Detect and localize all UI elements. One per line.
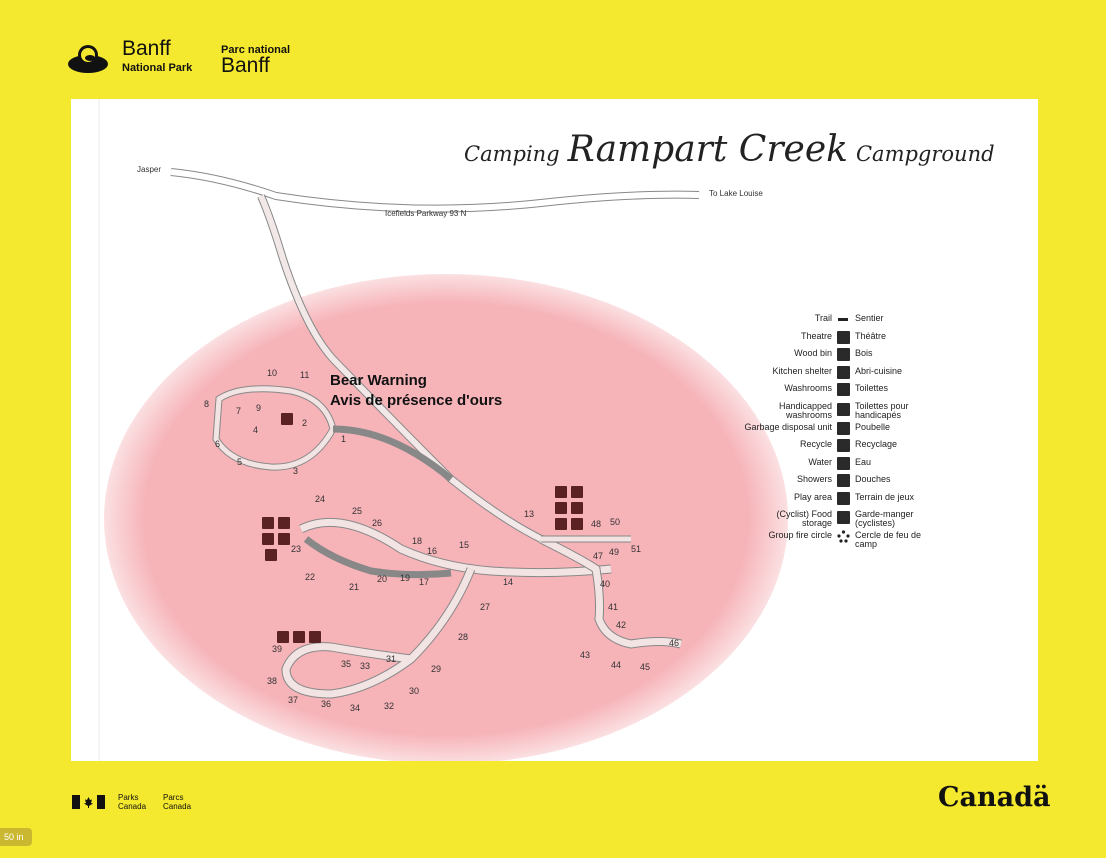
play-area-icon xyxy=(837,492,850,505)
legend-label-fr: Eau xyxy=(855,456,872,467)
site-number[interactable]: 15 xyxy=(459,540,470,550)
site-number[interactable]: 28 xyxy=(458,632,469,642)
legend-label-en: Garbage disposal unit xyxy=(744,421,832,432)
site-number[interactable]: 30 xyxy=(409,686,420,696)
kitchen-shelter-icon xyxy=(309,631,321,643)
site-number[interactable]: 23 xyxy=(291,544,302,554)
trail-line-icon xyxy=(838,318,848,321)
bear-warning xyxy=(330,371,502,411)
site-number[interactable]: 31 xyxy=(386,654,397,664)
site-number[interactable]: 42 xyxy=(616,620,627,630)
site-number[interactable]: 43 xyxy=(580,650,591,660)
legend-label-en: Kitchen shelter xyxy=(772,365,832,376)
site-number[interactable]: 40 xyxy=(600,579,611,589)
brand-en-subtitle: National Park xyxy=(122,62,193,74)
legend-label-en: Showers xyxy=(796,474,832,484)
wood-bin-icon xyxy=(837,348,850,361)
wood-bin-icon xyxy=(555,502,567,514)
site-number[interactable]: 26 xyxy=(372,518,383,528)
legend-label-en: Recycle xyxy=(799,439,832,449)
site-number[interactable]: 14 xyxy=(503,577,514,587)
garbage-icon xyxy=(265,549,277,561)
wood-bin-icon xyxy=(293,631,305,643)
bear-warning-en: Bear Warning xyxy=(330,372,427,389)
parks-en-line2: Canada xyxy=(118,802,147,811)
site-number[interactable]: 7 xyxy=(236,406,242,416)
legend-label-fr: Garde-manger (cyclistes) xyxy=(855,509,914,528)
recycle-icon xyxy=(571,486,583,498)
legend-row-showers xyxy=(731,472,981,490)
legend-row-theatre xyxy=(731,329,981,347)
kitchen-shelter-icon xyxy=(281,413,293,425)
beaver-emblem-icon xyxy=(66,42,110,76)
legend-label-fr: Poubelle xyxy=(855,421,891,432)
legend-label-en: (Cyclist) Food storage xyxy=(776,509,832,528)
legend-row-garbage xyxy=(731,420,981,438)
site-number[interactable]: 9 xyxy=(256,403,262,413)
site-number[interactable]: 32 xyxy=(384,701,395,711)
legend-label-fr: Toilettes xyxy=(855,383,889,393)
legend-label-fr: Bois xyxy=(855,348,873,358)
legend-row-food-storage xyxy=(731,507,981,528)
legend-label-en: Washrooms xyxy=(784,383,832,393)
site-number[interactable]: 27 xyxy=(480,602,491,612)
site-number[interactable]: 11 xyxy=(300,370,310,380)
legend-label-fr: Toilettes pour handicapés xyxy=(855,400,909,420)
legend-label-en: Group fire circle xyxy=(768,530,832,540)
site-number[interactable]: 18 xyxy=(412,536,423,546)
site-number[interactable]: 33 xyxy=(360,661,371,671)
road-label-jasper: Jasper xyxy=(137,165,162,174)
accessible-washroom-icon xyxy=(837,403,850,416)
site-number[interactable]: 25 xyxy=(352,506,363,516)
site-number[interactable]: 8 xyxy=(204,399,210,409)
washroom-icon xyxy=(837,383,850,396)
brand-fr-name: Banff xyxy=(221,54,270,77)
legend-label-fr: Sentier xyxy=(855,313,884,323)
canada-flag-icon xyxy=(72,795,105,809)
site-number[interactable]: 45 xyxy=(640,662,651,672)
scale-badge[interactable]: 50 in xyxy=(0,828,32,846)
garbage-icon xyxy=(555,486,567,498)
parks-canada-fr xyxy=(163,793,191,811)
water-icon xyxy=(277,631,289,643)
washroom-icon xyxy=(262,517,274,529)
legend-label-en: Play area xyxy=(793,491,832,502)
site-number[interactable]: 47 xyxy=(593,551,604,561)
site-number[interactable]: 6 xyxy=(215,439,221,449)
legend-label-en: Trail xyxy=(814,313,832,323)
site-number[interactable]: 39 xyxy=(272,644,283,654)
bear-warning-fr: Avis de présence d'ours xyxy=(330,392,503,409)
map-title xyxy=(464,129,995,170)
washroom-icon xyxy=(555,518,567,530)
site-number[interactable]: 21 xyxy=(349,582,360,592)
bear-warning-zone xyxy=(104,274,788,761)
site-number[interactable]: 46 xyxy=(669,638,680,648)
brand-english xyxy=(122,38,192,75)
road-label-parkway: Icefields Parkway 93 N xyxy=(385,209,467,218)
parks-fr-line1: Parcs xyxy=(163,793,184,802)
site-number[interactable]: 48 xyxy=(591,519,602,529)
legend-row-handicapped-washrooms xyxy=(731,399,981,420)
food-storage-icon xyxy=(571,502,583,514)
theatre-icon xyxy=(837,331,850,344)
site-number[interactable]: 37 xyxy=(288,695,299,705)
site-number[interactable]: 34 xyxy=(350,703,361,713)
brand-fr-subtitle: Parc national xyxy=(221,44,291,56)
site-number[interactable]: 20 xyxy=(377,574,388,584)
site-number[interactable]: 29 xyxy=(431,664,442,674)
site-number[interactable]: 49 xyxy=(609,547,620,557)
legend-row-fire-circle xyxy=(731,528,981,549)
site-number[interactable]: 36 xyxy=(321,699,332,709)
site-number[interactable]: 41 xyxy=(608,602,619,612)
water-icon xyxy=(262,533,274,545)
legend-label-fr: Abri-cuisine xyxy=(855,365,903,376)
kitchen-shelter-icon xyxy=(571,518,583,530)
water-icon xyxy=(837,457,850,470)
campground-map[interactable] xyxy=(71,99,1038,761)
shower-icon xyxy=(837,474,850,487)
legend-label-fr: Recyclage xyxy=(855,439,898,449)
legend-label-fr: Douches xyxy=(855,474,891,484)
kitchen-shelter-icon xyxy=(837,366,850,379)
legend-row-kitchen-shelter xyxy=(731,364,981,382)
site-number[interactable]: 13 xyxy=(524,509,535,519)
legend-row-recycle xyxy=(731,437,981,455)
site-number[interactable]: 51 xyxy=(631,544,642,554)
site-number[interactable]: 10 xyxy=(267,368,278,378)
legend-label-fr: Terrain de jeux xyxy=(855,491,915,502)
legend-label-en: Water xyxy=(808,456,832,467)
garbage-icon xyxy=(837,422,850,435)
road-label-lake-louise: To Lake Louise xyxy=(709,189,763,198)
title-main: Rampart Creek xyxy=(567,129,848,170)
site-number[interactable]: 50 xyxy=(610,517,621,527)
recycle-icon xyxy=(837,439,850,452)
site-number[interactable]: 4 xyxy=(253,425,259,435)
parks-canada-en xyxy=(118,793,146,811)
site-number[interactable]: 19 xyxy=(400,573,411,583)
site-number[interactable]: 38 xyxy=(267,676,278,686)
site-number[interactable]: 22 xyxy=(305,572,316,582)
parks-fr-line2: Canada xyxy=(163,802,192,811)
legend-row-play-area xyxy=(731,490,981,508)
legend-row-washrooms xyxy=(731,381,981,399)
legend-label-fr: Cercle de feu de camp xyxy=(855,530,922,549)
legend-row-trail xyxy=(731,311,981,329)
site-number[interactable]: 16 xyxy=(427,546,438,556)
legend-row-wood-bin xyxy=(731,346,981,364)
legend-row-water xyxy=(731,455,981,473)
food-storage-icon xyxy=(837,511,850,524)
site-number[interactable]: 2 xyxy=(302,418,308,428)
site-number[interactable]: 3 xyxy=(293,466,299,476)
title-camping: Camping xyxy=(464,142,560,166)
title-campground: Campground xyxy=(855,142,995,166)
wood-bin-icon xyxy=(278,533,290,545)
kitchen-shelter-icon xyxy=(278,517,290,529)
site-number[interactable]: 44 xyxy=(611,660,622,670)
brand-en-name: Banff xyxy=(122,37,171,60)
map-legend xyxy=(731,311,981,549)
site-number[interactable]: 17 xyxy=(419,577,430,587)
site-number[interactable]: 5 xyxy=(237,457,243,467)
site-number[interactable]: 24 xyxy=(315,494,326,504)
legend-label-en: Handicapped washrooms xyxy=(778,400,832,420)
canada-wordmark: Canadä xyxy=(938,782,1051,813)
fire-circle-icon xyxy=(837,530,850,543)
legend-label-fr: Théâtre xyxy=(855,330,887,341)
brand-french xyxy=(221,44,290,76)
site-number[interactable]: 35 xyxy=(341,659,352,669)
legend-label-en: Theatre xyxy=(800,330,832,341)
parks-en-line1: Parks xyxy=(118,793,139,802)
legend-label-en: Wood bin xyxy=(794,348,832,358)
site-number[interactable]: 1 xyxy=(341,434,347,444)
